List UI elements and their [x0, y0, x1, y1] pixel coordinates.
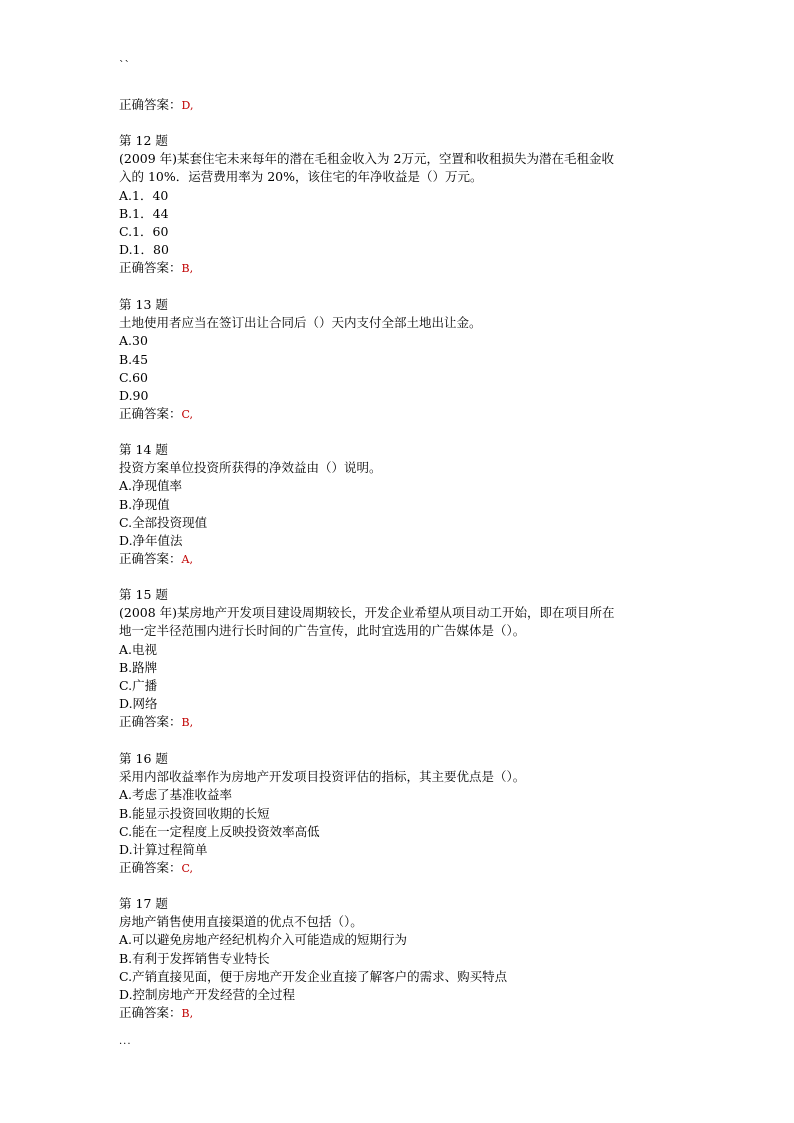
answer-label: 正确答案：: [119, 260, 182, 276]
option-d: D.计算过程简单: [119, 842, 208, 858]
question-number: 12: [135, 133, 152, 148]
question-number: 14: [135, 442, 152, 457]
heading-suffix: 题: [155, 751, 168, 766]
question-heading: [119, 132, 614, 150]
option-c: C.1．60: [119, 224, 169, 240]
question-block: [119, 296, 482, 424]
heading-suffix: 题: [155, 133, 168, 148]
option-a: A.电视: [119, 641, 158, 657]
option-b: B.45: [119, 351, 149, 367]
question-stem: (2009 年)某套住宅未来每年的潜在毛租金收入为 2万元，空置和收租损失为潜在毛租金收: [119, 151, 614, 167]
question-block: [119, 586, 615, 733]
option-a: A.30: [119, 333, 148, 349]
answer-value: D,: [181, 99, 194, 112]
answer-value: B,: [181, 716, 194, 730]
answer-value: C,: [181, 408, 194, 422]
heading-suffix: 题: [155, 297, 168, 312]
answer-label: 正确答案：: [119, 406, 182, 422]
question-number: 13: [135, 297, 152, 312]
answer-line: [119, 405, 482, 424]
question-stem: 入的 10%．运营费用率为 20%，该住宅的年净收益是（）万元。: [119, 169, 483, 185]
question-stem: 地一定半径范围内进行长时间的广告宣传，此时宜选用的广告媒体是（）。: [119, 623, 526, 639]
option-d: D.1．80: [119, 242, 169, 258]
option-b: B.能显示投资回收期的长短: [119, 805, 270, 821]
question-stem: 房地产销售使用直接渠道的优点不包括（）。: [119, 914, 363, 930]
question-number: 15: [135, 587, 152, 602]
footer-mark: ...: [119, 1036, 132, 1047]
option-b: B.1．44: [119, 205, 169, 221]
question-heading: [119, 750, 525, 768]
heading-prefix: 第: [119, 442, 132, 457]
option-a: A.净现值率: [119, 478, 183, 494]
answer-line: [119, 259, 614, 278]
option-a: A.1．40: [119, 187, 169, 203]
answer-label: 正确答案：: [119, 714, 182, 730]
question-stem: 土地使用者应当在签订出让合同后（）天内支付全部土地出让金。: [119, 315, 482, 331]
option-c: C.能在一定程度上反映投资效率高低: [119, 823, 320, 839]
question-block: [119, 132, 614, 279]
option-d: D.90: [119, 388, 149, 404]
heading-prefix: 第: [119, 896, 132, 911]
option-a: A.可以避免房地产经纪机构介入可能造成的短期行为: [119, 932, 408, 948]
question-heading: [119, 895, 507, 913]
answer-value: B,: [181, 1007, 194, 1021]
option-c: C.60: [119, 369, 148, 385]
option-d: D.净年值法: [119, 533, 183, 549]
option-c: C.全部投资现值: [119, 514, 208, 530]
heading-suffix: 题: [155, 587, 168, 602]
heading-prefix: 第: [119, 297, 132, 312]
answer-value: C,: [181, 862, 194, 876]
question-heading: [119, 296, 482, 314]
option-d: D.网络: [119, 696, 158, 712]
heading-prefix: 第: [119, 133, 132, 148]
question-block: [119, 895, 507, 1023]
question-stem: 投资方案单位投资所获得的净效益由（）说明。: [119, 460, 382, 476]
option-d: D.控制房地产开发经营的全过程: [119, 987, 296, 1003]
question-block: [119, 441, 382, 569]
option-b: B.有利于发挥销售专业特长: [119, 950, 270, 966]
heading-prefix: 第: [119, 751, 132, 766]
answer-label: 正确答案：: [119, 97, 182, 112]
option-c: C.产销直接见面，便于房地产开发企业直接了解客户的需求、购买特点: [119, 968, 508, 984]
answer-line: [119, 550, 382, 569]
heading-prefix: 第: [119, 587, 132, 602]
question-stem: 采用内部收益率作为房地产开发项目投资评估的指标，其主要优点是（）。: [119, 769, 526, 785]
answer-line: [119, 859, 525, 878]
question-heading: [119, 441, 382, 459]
option-c: C.广播: [119, 678, 158, 694]
heading-suffix: 题: [155, 896, 168, 911]
heading-suffix: 题: [155, 442, 168, 457]
answer-label: 正确答案：: [119, 860, 182, 876]
option-b: B.路牌: [119, 659, 158, 675]
question-stem: (2008 年)某房地产开发项目建设周期较长，开发企业希望从项目动工开始，即在项目所在: [119, 605, 615, 621]
answer-value: A,: [181, 553, 193, 567]
answer-label: 正确答案：: [119, 1005, 182, 1021]
answer-label: 正确答案：: [119, 551, 182, 567]
answer-line: [119, 96, 193, 115]
question-number: 17: [135, 896, 152, 911]
header-mark: ``: [119, 59, 130, 72]
answer-line: [119, 713, 615, 732]
question-heading: [119, 586, 615, 604]
answer-value: B,: [181, 262, 194, 276]
option-b: B.净现值: [119, 496, 170, 512]
question-block: [119, 750, 525, 878]
option-a: A.考虑了基准收益率: [119, 787, 233, 803]
answer-line: [119, 1004, 507, 1023]
question-number: 16: [135, 751, 152, 766]
